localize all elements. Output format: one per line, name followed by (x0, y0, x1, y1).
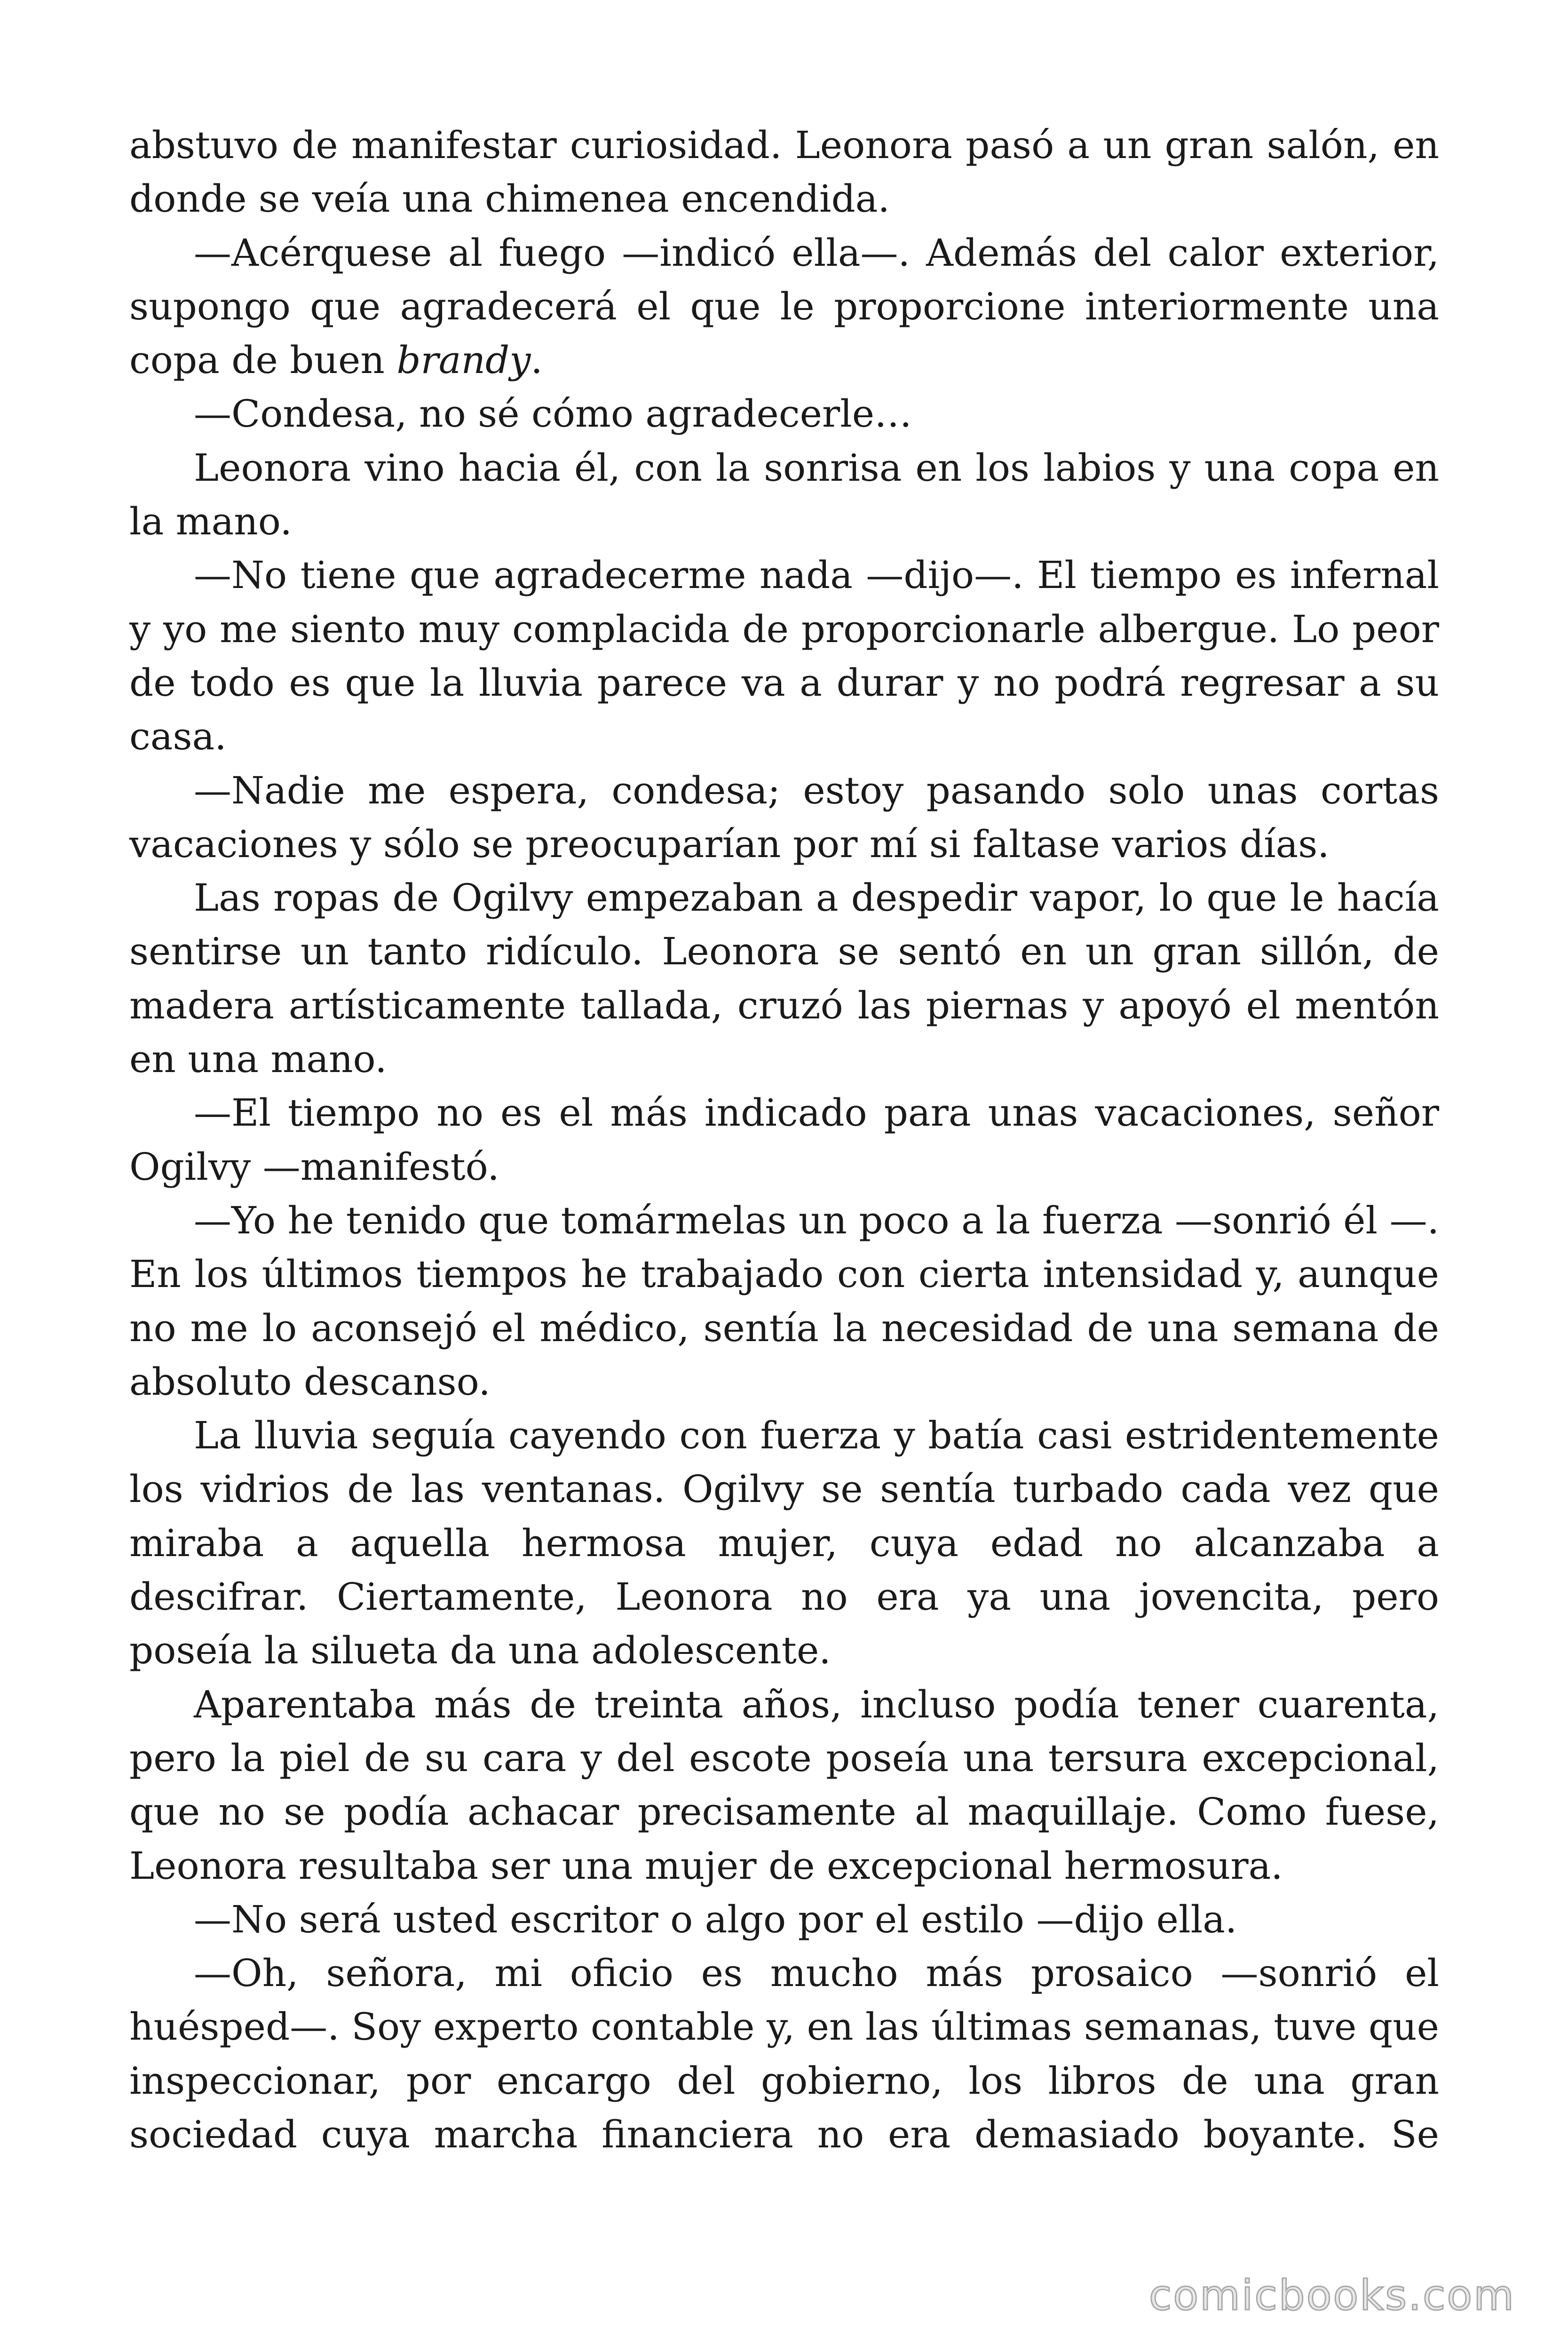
body-text (129, 119, 1439, 2161)
paragraph: —El tiempo no es el más indicado para unas vacaciones, señor Ogilvy —manifestó. (129, 1091, 1439, 1189)
italic-word: brandy (396, 338, 531, 382)
paragraph: Las ropas de Ogilvy empezaban a despedir vapor, lo que le hacía sentirse un tanto ridículo. Leonora se sentó en un gran sillón, de madera artísticamente tallada, cruzó las piernas y apoyó el mentón en una mano. (129, 876, 1439, 1081)
paragraph-text-end: . (531, 338, 543, 382)
paragraph: —No tiene que agradecerme nada —dijo—. El tiempo es infernal y yo me siento muy complacida de proporcionarle albergue. Lo peor de todo es que la lluvia parece va a durar y no podrá regresar a su casa. (129, 553, 1439, 759)
paragraph: —Oh, señora, mi oficio es mucho más prosaico —sonrió el huésped—. Soy experto contable y, en las últimas semanas, tuve que inspeccionar, por encargo del gobierno, los libros de una gran sociedad cuya marcha financiera no era demasiado boyante. Se (129, 1951, 1439, 2156)
paragraph (129, 226, 1439, 388)
paragraph: —Nadie me espera, condesa; estoy pasando solo unas cortas vacaciones y sólo se preocuparían por mí si faltase varios días. (129, 768, 1439, 866)
paragraph-text: —Acérquese al fuego —indicó ella—. Además del calor exterior, supongo que agradecerá el que le proporcione interiormente una copa de buen (129, 230, 1439, 382)
paragraph: La lluvia seguía cayendo con fuerza y batía casi estridentemente los vidrios de las ventanas. Ogilvy se sentía turbado cada vez que miraba a aquella hermosa mujer, cuya edad no alcanzaba a descifrar. Ciertamente, Leonora no era ya una jovencita, pero poseía la silueta da una adolescente. (129, 1414, 1439, 1673)
paragraph: —Yo he tenido que tomármelas un poco a la fuerza —sonrió él —. En los últimos tiempos he trabajado con cierta intensidad y, aunque no me lo aconsejó el médico, sentía la necesidad de una semana de absoluto descanso. (129, 1198, 1439, 1404)
paragraph: —No será usted escritor o algo por el estilo —dijo ella. (194, 1897, 1237, 1941)
paragraph: Leonora vino hacia él, con la sonrisa en los labios y una copa en la mano. (129, 445, 1439, 544)
paragraph: abstuvo de manifestar curiosidad. Leonora pasó a un gran salón, en donde se veía una chimenea encendida. (129, 123, 1439, 221)
watermark: comicbooks.com (1148, 2271, 1515, 2320)
paragraph: Aparentaba más de treinta años, incluso podía tener cuarenta, pero la piel de su cara y del escote poseía una tersura excepcional, que no se podía achacar precisamente al maquillaje. Como fuese, Leonora resultaba ser una mujer de excepcional hermosura. (129, 1682, 1439, 1888)
paragraph: —Condesa, no sé cómo agradecerle… (194, 392, 912, 436)
